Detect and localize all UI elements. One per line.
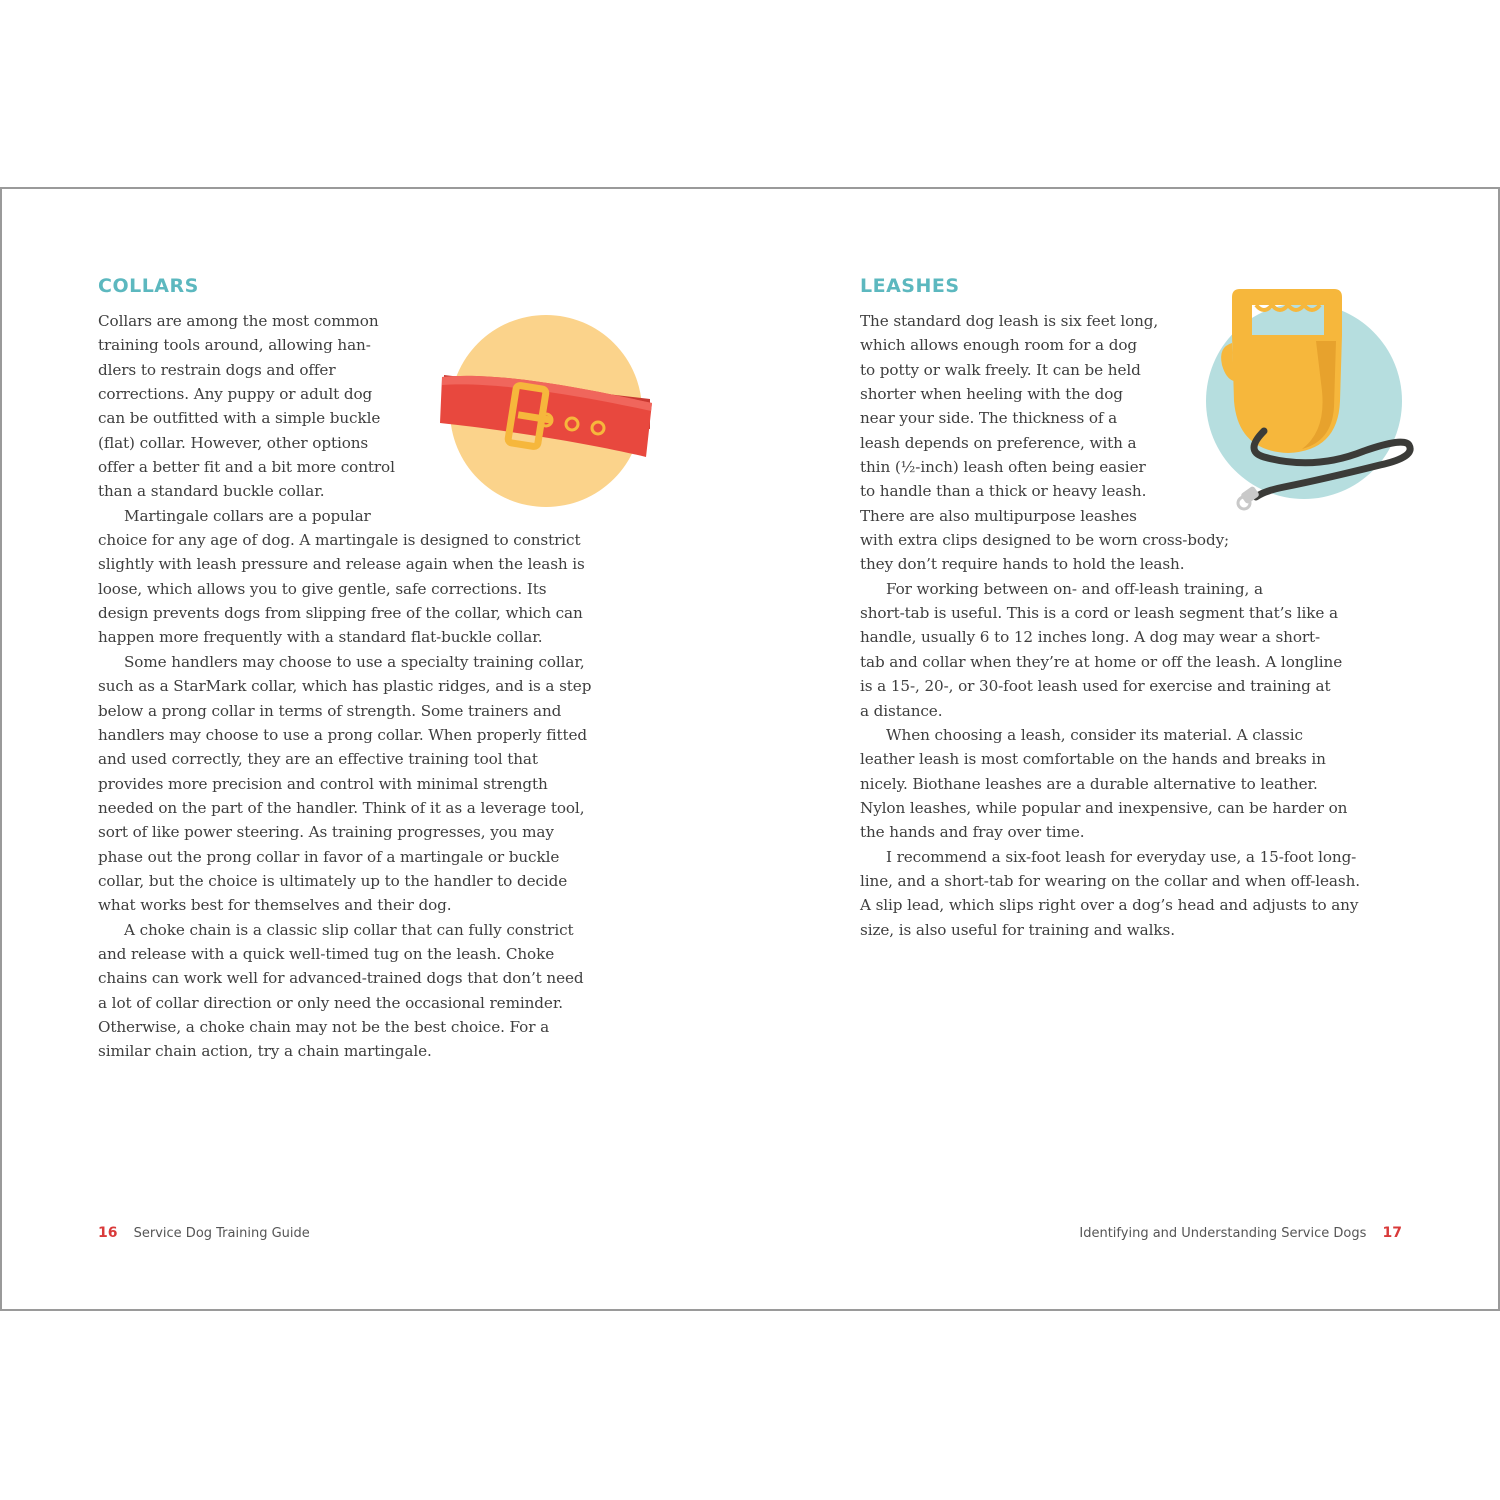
text-line: chains can work well for advanced-trained dogs that don’t need [98, 969, 584, 988]
text-line: shorter when heeling with the dog [860, 385, 1123, 404]
text-line: slightly with leash pressure and release again when the leash is [98, 555, 585, 574]
text-line: and release with a quick well-timed tug on the leash. Choke [98, 944, 555, 963]
text-line: needed on the part of the handler. Think of it as a leverage tool, [98, 798, 585, 817]
text-line: below a prong collar in terms of strength. Some trainers and [98, 701, 562, 720]
text-line: Collars are among the most common [98, 312, 379, 330]
text-line: sort of like power steering. As training progresses, you may [98, 823, 554, 842]
text-line: what works best for themselves and their dog. [98, 896, 452, 915]
text-line: corrections. Any puppy or adult dog [98, 385, 373, 404]
right-page [750, 189, 1498, 1309]
text-line: leash depends on preference, with a [860, 433, 1137, 452]
text-line: (flat) collar. However, other options [98, 433, 369, 452]
right-footer [1079, 1225, 1402, 1241]
text-line: When choosing a leash, consider its material. A classic [886, 725, 1303, 744]
text-line: training tools around, allowing han- [98, 336, 371, 355]
collars-body-text [98, 309, 658, 1064]
page-number: 16 [98, 1225, 118, 1241]
text-line: which allows enough room for a dog [860, 336, 1138, 355]
text-line: can be outfitted with a simple buckle [98, 409, 381, 428]
text-line: handlers may choose to use a prong collar. When properly fitted [98, 725, 588, 744]
text-line: happen more frequently with a standard flat-buckle collar. [98, 628, 543, 647]
text-line: design prevents dogs from slipping free of the collar, which can [98, 604, 583, 623]
text-line: size, is also useful for training and walks. [860, 920, 1175, 939]
text-line: choice for any age of dog. A martingale is designed to constrict [98, 531, 581, 550]
text-line: leather leash is most comfortable on the hands and breaks in [860, 750, 1326, 769]
text-line: dlers to restrain dogs and offer [98, 360, 336, 379]
running-title: Service Dog Training Guide [133, 1226, 310, 1241]
text-line: A slip lead, which slips right over a dog’s head and adjusts to any [860, 896, 1359, 915]
text-line: line, and a short-tab for wearing on the collar and when off-leash. [860, 871, 1360, 890]
page-number: 17 [1382, 1225, 1402, 1241]
text-line: to potty or walk freely. It can be held [860, 360, 1141, 379]
text-line: nicely. Biothane leashes are a durable alternative to leather. [860, 774, 1318, 793]
text-line: offer a better fit and a bit more control [98, 458, 395, 477]
text-line: such as a StarMark collar, which has plastic ridges, and is a step [98, 677, 592, 696]
left-page [2, 189, 750, 1309]
text-line: with extra clips designed to be worn cross-body; [860, 531, 1230, 550]
leashes-body-text [860, 309, 1420, 942]
text-line: is a 15-, 20-, or 30-foot leash used for exercise and training at [860, 677, 1331, 696]
text-line: For working between on- and off-leash training, a [886, 579, 1263, 598]
text-line: handle, usually 6 to 12 inches long. A dog may wear a short- [860, 628, 1321, 647]
section-heading-leashes: LEASHES [860, 275, 960, 297]
text-line: I recommend a six-foot leash for everyday use, a 15-foot long- [886, 847, 1357, 866]
text-line: a distance. [860, 701, 943, 720]
text-line: a lot of collar direction or only need the occasional reminder. [98, 993, 564, 1012]
text-line: collar, but the choice is ultimately up to the handler to decide [98, 871, 568, 890]
text-line: to handle than a thick or heavy leash. [860, 482, 1147, 501]
text-line: short-tab is useful. This is a cord or leash segment that’s like a [860, 604, 1338, 623]
text-line: thin (½-inch) leash often being easier [860, 458, 1146, 477]
book-spread [0, 187, 1500, 1311]
text-line: the hands and fray over time. [860, 823, 1085, 842]
text-line: tab and collar when they’re at home or off the leash. A longline [860, 652, 1343, 671]
text-line: Otherwise, a choke chain may not be the best choice. For a [98, 1017, 550, 1036]
text-line: phase out the prong collar in favor of a martingale or buckle [98, 847, 560, 866]
text-line: A choke chain is a classic slip collar that can fully constrict [124, 920, 574, 939]
text-line: loose, which allows you to give gentle, safe corrections. Its [98, 579, 547, 598]
left-footer [98, 1225, 310, 1241]
text-line: than a standard buckle collar. [98, 482, 325, 501]
text-line: There are also multipurpose leashes [860, 506, 1137, 525]
text-line: similar chain action, try a chain martingale. [98, 1042, 432, 1061]
text-line: provides more precision and control with minimal strength [98, 774, 548, 793]
section-heading-collars: COLLARS [98, 275, 199, 297]
text-line: they don’t require hands to hold the leash. [860, 555, 1185, 574]
text-line: Nylon leashes, while popular and inexpensive, can be harder on [860, 798, 1348, 817]
text-line: near your side. The thickness of a [860, 409, 1118, 428]
text-line: Martingale collars are a popular [124, 506, 371, 525]
text-line: The standard dog leash is six feet long, [860, 312, 1159, 330]
running-title: Identifying and Understanding Service Dogs [1079, 1226, 1367, 1241]
text-line: Some handlers may choose to use a specialty training collar, [124, 652, 585, 671]
text-line: and used correctly, they are an effective training tool that [98, 750, 538, 769]
